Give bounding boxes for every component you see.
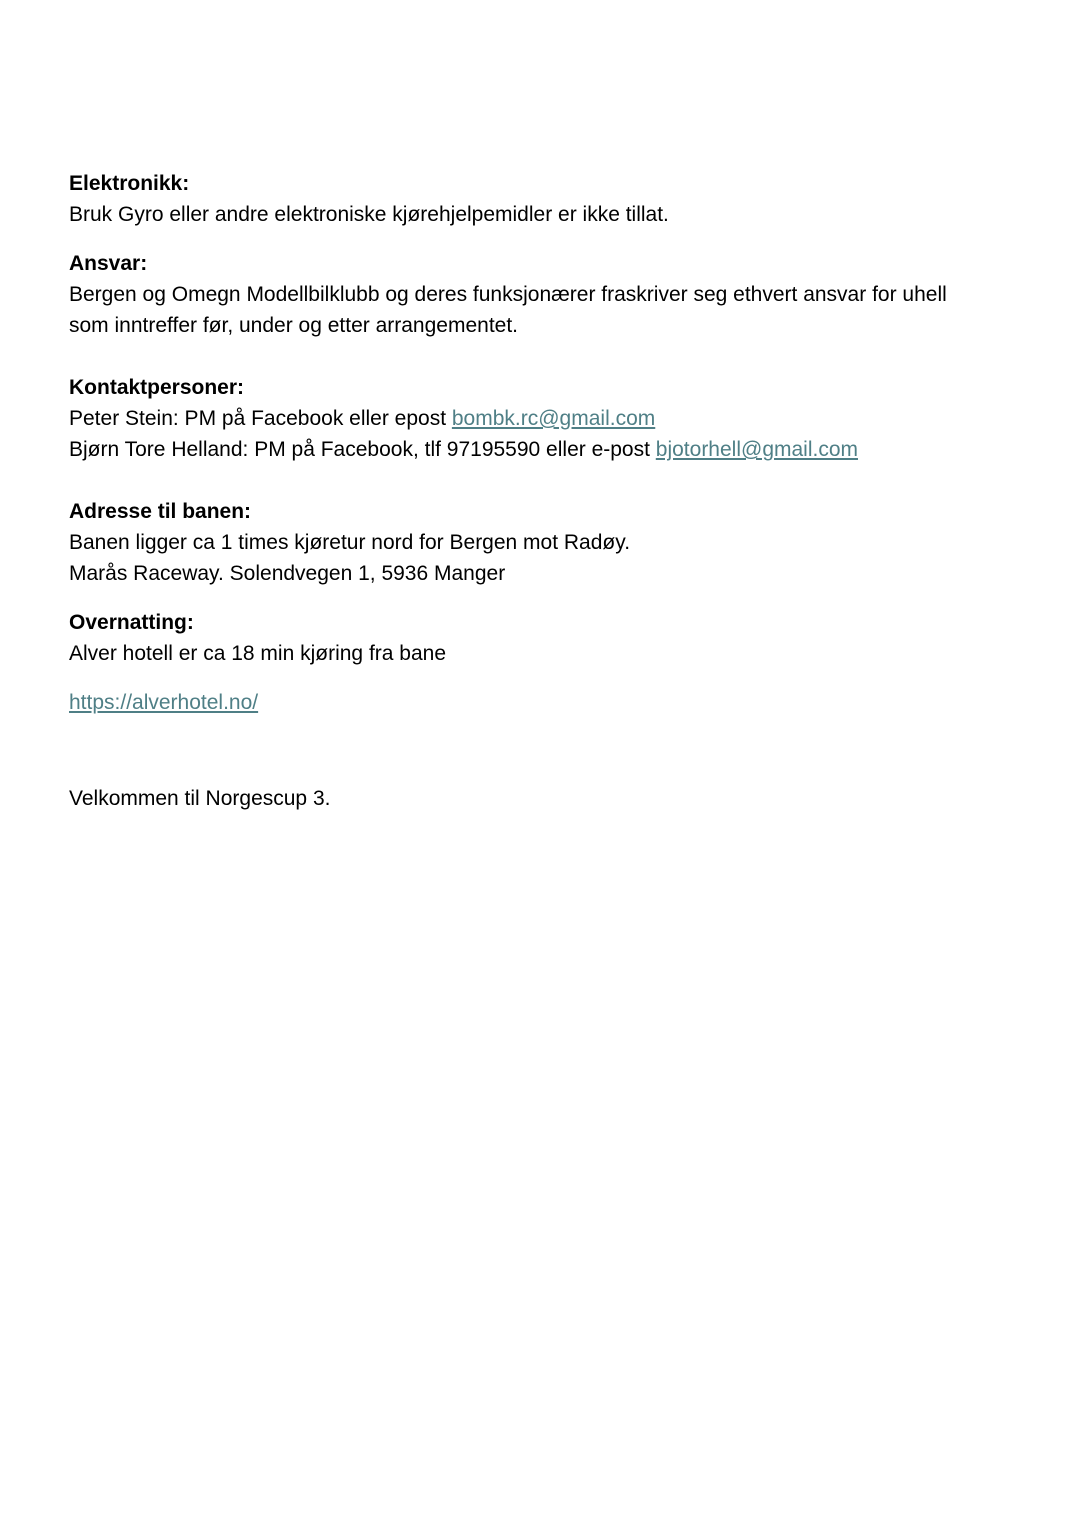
- email-link-bjorn[interactable]: bjotorhell@gmail.com: [655, 438, 859, 461]
- document-body: [69, 168, 1034, 814]
- section-closing: [69, 783, 1034, 814]
- spacer: [69, 465, 1034, 496]
- hotel-link-line: [69, 687, 1034, 718]
- hotel-link[interactable]: https://alverhotel.no/: [69, 691, 259, 714]
- spacer: [69, 718, 1034, 783]
- section-overnatting: [69, 607, 1034, 718]
- text-ansvar-line2: som inntreffer før, under og etter arrangementet.: [69, 314, 519, 337]
- heading-ansvar: Ansvar:: [69, 252, 148, 275]
- heading-adresse: Adresse til banen:: [69, 500, 252, 523]
- text-elektronikk: Bruk Gyro eller andre elektroniske kjørehjelpemidler er ikke tillat.: [69, 203, 669, 226]
- contact-peter-text: Peter Stein: PM på Facebook eller epost: [69, 407, 452, 430]
- section-adresse: [69, 496, 1034, 589]
- spacer: [69, 669, 1034, 687]
- text-ansvar-line1: Bergen og Omegn Modellbilklubb og deres funksjonærer fraskriver seg ethvert ansvar for uhell: [69, 283, 947, 306]
- heading-elektronikk: Elektronikk:: [69, 172, 190, 195]
- section-kontakt: [69, 372, 1034, 465]
- contact-peter: [69, 403, 1034, 434]
- section-ansvar: [69, 248, 1034, 341]
- email-link-peter[interactable]: bombk.rc@gmail.com: [451, 407, 656, 430]
- section-elektronikk: [69, 168, 1034, 230]
- text-adresse-line1: Banen ligger ca 1 times kjøretur nord for Bergen mot Radøy.: [69, 531, 631, 554]
- contact-bjorn-text: Bjørn Tore Helland: PM på Facebook, tlf 97195590 eller e-post: [69, 438, 656, 461]
- heading-kontakt: Kontaktpersoner:: [69, 376, 245, 399]
- spacer: [69, 341, 1034, 372]
- text-adresse-line2: Marås Raceway. Solendvegen 1, 5936 Manger: [69, 562, 506, 585]
- spacer: [69, 230, 1034, 248]
- text-overnatting: Alver hotell er ca 18 min kjøring fra bane: [69, 642, 447, 665]
- heading-overnatting: Overnatting:: [69, 611, 194, 634]
- closing-text: Velkommen til Norgescup 3.: [69, 787, 331, 810]
- spacer: [69, 589, 1034, 607]
- contact-bjorn: [69, 434, 1034, 465]
